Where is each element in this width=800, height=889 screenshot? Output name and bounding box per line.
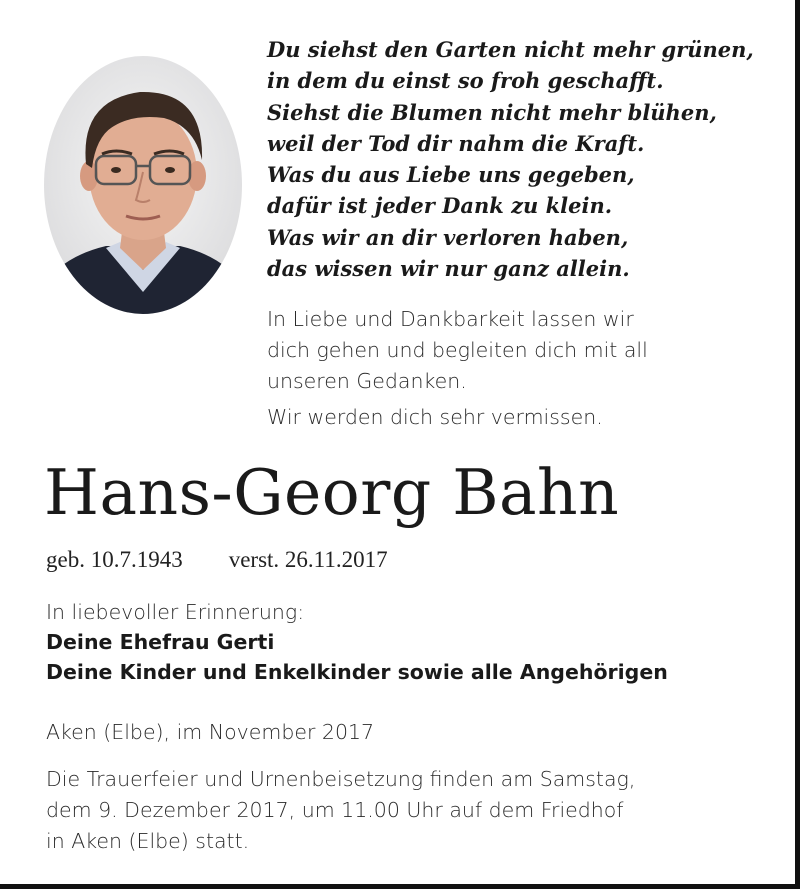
mourner-spouse: Deine Ehefrau Gerti (46, 630, 275, 654)
service-line: in Aken (Elbe) statt. (46, 829, 250, 853)
mourners-block (46, 597, 786, 687)
poem-line: Du siehst den Garten nicht mehr grünen, (267, 37, 754, 62)
farewell-line: unseren Gedanken. (267, 369, 467, 393)
poem-line: Siehst die Blumen nicht mehr blühen, (267, 99, 717, 125)
poem-line: das wissen wir nur ganz allein. (267, 256, 630, 282)
poem-line: Was wir an dir verloren haben, (267, 224, 629, 250)
miss-text: Wir werden dich sehr vermissen. (267, 405, 603, 429)
farewell-text (267, 304, 787, 397)
farewell-line: In Liebe und Dankbarkeit lassen wir (267, 307, 634, 331)
poem-line: dafür ist jeder Dank zu klein. (267, 193, 613, 219)
portrait-icon (44, 56, 242, 314)
life-dates (46, 544, 388, 576)
birth-date: geb. 10.7.1943 (46, 547, 183, 572)
farewell-line: dich gehen und begleiten dich mit all (267, 338, 648, 362)
portrait-photo (44, 56, 242, 314)
death-date: verst. 26.11.2017 (228, 547, 388, 572)
mourners-intro: In liebevoller Erinnerung: (46, 600, 305, 624)
mourner-family: Deine Kinder und Enkelkinder sowie alle Angehörigen (46, 660, 668, 684)
service-line: dem 9. Dezember 2017, um 11.00 Uhr auf dem Friedhof (46, 798, 624, 822)
place-date: Aken (Elbe), im November 2017 (46, 720, 375, 744)
poem-line: in dem du einst so froh geschafft. (267, 68, 664, 94)
poem-line: Was du aus Liebe uns gegeben, (267, 162, 635, 188)
deceased-name: Hans-Georg Bahn (44, 456, 620, 529)
poem (267, 34, 777, 284)
service-line: Die Trauerfeier und Urnenbeisetzung finden am Samstag, (46, 767, 636, 791)
service-info (46, 764, 786, 857)
poem-line: weil der Tod dir nahm die Kraft. (267, 130, 645, 156)
